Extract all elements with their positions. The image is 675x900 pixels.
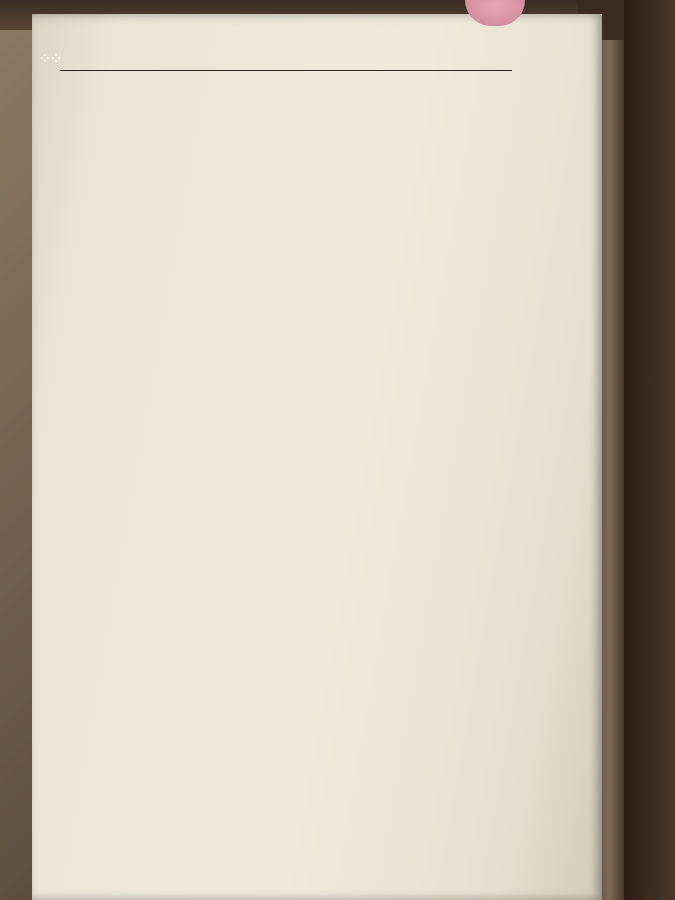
watermark — [38, 48, 65, 70]
book-page — [32, 14, 602, 900]
watermark-logo-icon: ⁘⁘ — [38, 51, 61, 68]
book-edge — [624, 0, 675, 900]
header-rule — [60, 70, 512, 71]
